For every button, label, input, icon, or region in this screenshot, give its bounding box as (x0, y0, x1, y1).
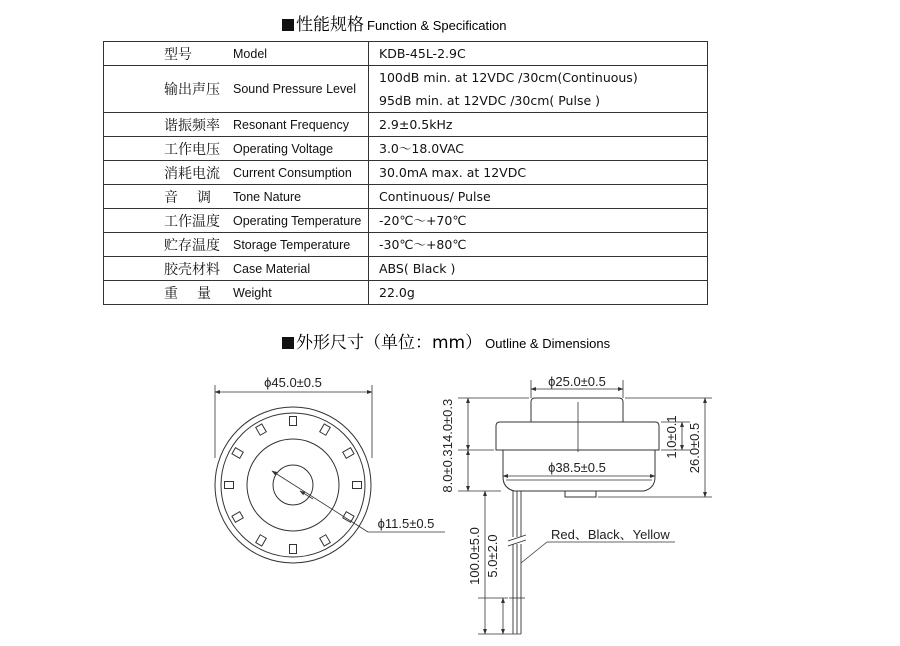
spec-label-en: Case Material (233, 261, 311, 276)
hole-diameter-label: ϕ11.5±0.5 (377, 516, 435, 531)
rim-slot (256, 535, 267, 546)
spec-title-en: Function & Specification (367, 18, 507, 33)
spec-value: 2.9±0.5kHz (369, 113, 708, 137)
leader-line (521, 542, 547, 563)
spec-value: 3.0～18.0VAC (369, 137, 708, 161)
spec-value: -20℃～+70℃ (369, 209, 708, 233)
spec-title-zh: 性能规格 (296, 15, 364, 35)
base-tab (565, 491, 596, 497)
inner-rim (221, 413, 365, 557)
top-cap (531, 398, 623, 422)
spec-value: 30.0mA max. at 12VDC (369, 161, 708, 185)
spec-value: KDB-45L-2.9C (369, 42, 708, 66)
spec-label-zh: 工作温度 (164, 213, 220, 230)
middle-ring (247, 439, 339, 531)
spec-label-en: Operating Voltage (233, 141, 334, 156)
spec-label-zh: 音调 (164, 189, 230, 206)
spec-value: ABS( Black ) (369, 257, 708, 281)
spec-label-en: Tone Nature (233, 189, 302, 204)
spec-value: Continuous/ Pulse (369, 185, 708, 209)
spec-label-zh: 贮存温度 (164, 237, 220, 254)
outer-rim (215, 407, 371, 563)
spec-label-en: Sound Pressure Level (233, 82, 356, 96)
rim-slot (232, 512, 243, 523)
spec-label-zh: 工作电压 (164, 141, 220, 158)
spec-label-en: Operating Temperature (233, 213, 362, 228)
lead-length-label: 100.0±5.0 (467, 527, 482, 585)
rim-slot (290, 545, 297, 554)
main-body (496, 422, 659, 450)
top-height-label: 14.0±0.3 (440, 398, 455, 450)
spec-label-en: Current Consumption (233, 165, 352, 180)
spec-label-zh: 型号 (164, 46, 192, 63)
spec-value-line: 100dB min. at 12VDC /30cm(Continuous) (379, 70, 638, 85)
base-diameter-label: ϕ38.5±0.5 (548, 460, 606, 475)
rim-slot (225, 482, 234, 489)
spec-label-zh: 输出声压 (164, 82, 220, 98)
spec-label-en: Resonant Frequency (233, 117, 350, 132)
outer-diameter-label: ϕ45.0±0.5 (264, 375, 322, 390)
spec-label-zh: 胶壳材料 (164, 261, 220, 278)
spec-label-zh: 谐振频率 (164, 117, 220, 134)
wire-colors-label: Red、Black、Yellow (551, 527, 670, 542)
rim-slot (353, 482, 362, 489)
spec-label-zh: 重量 (164, 285, 230, 302)
spec-value-line: 95dB min. at 12VDC /30cm( Pulse ) (379, 93, 601, 108)
hole-dim-line (300, 491, 313, 499)
rim-slot (320, 535, 331, 546)
rim-slot (232, 448, 243, 459)
sound-hole (273, 465, 313, 505)
spec-label-zh: 消耗电流 (164, 165, 220, 182)
dim-title-en: Outline & Dimensions (485, 336, 611, 351)
base-height-label: 8.0±0.3 (440, 449, 455, 493)
top-view (215, 385, 445, 563)
spec-label-en: Storage Temperature (233, 237, 351, 252)
rim-slot (343, 448, 354, 459)
spec-value: -30℃～+80℃ (369, 233, 708, 257)
step-height-label: 1.0±0.1 (664, 415, 679, 459)
total-height-label: 26.0±0.5 (687, 422, 702, 474)
top-diameter-label: ϕ25.0±0.5 (548, 374, 606, 389)
rim-slot (290, 417, 297, 426)
rim-slot (320, 424, 331, 435)
dim-title-zh: 外形尺寸（单位：mm） (296, 333, 483, 353)
rim-slot (256, 424, 267, 435)
strip-length-label: 5.0±2.0 (485, 534, 500, 578)
rim-slots (225, 417, 362, 554)
spec-label-en: Weight (233, 285, 272, 300)
spec-label-en: Model (233, 46, 268, 61)
spec-value: 22.0g (369, 281, 708, 305)
